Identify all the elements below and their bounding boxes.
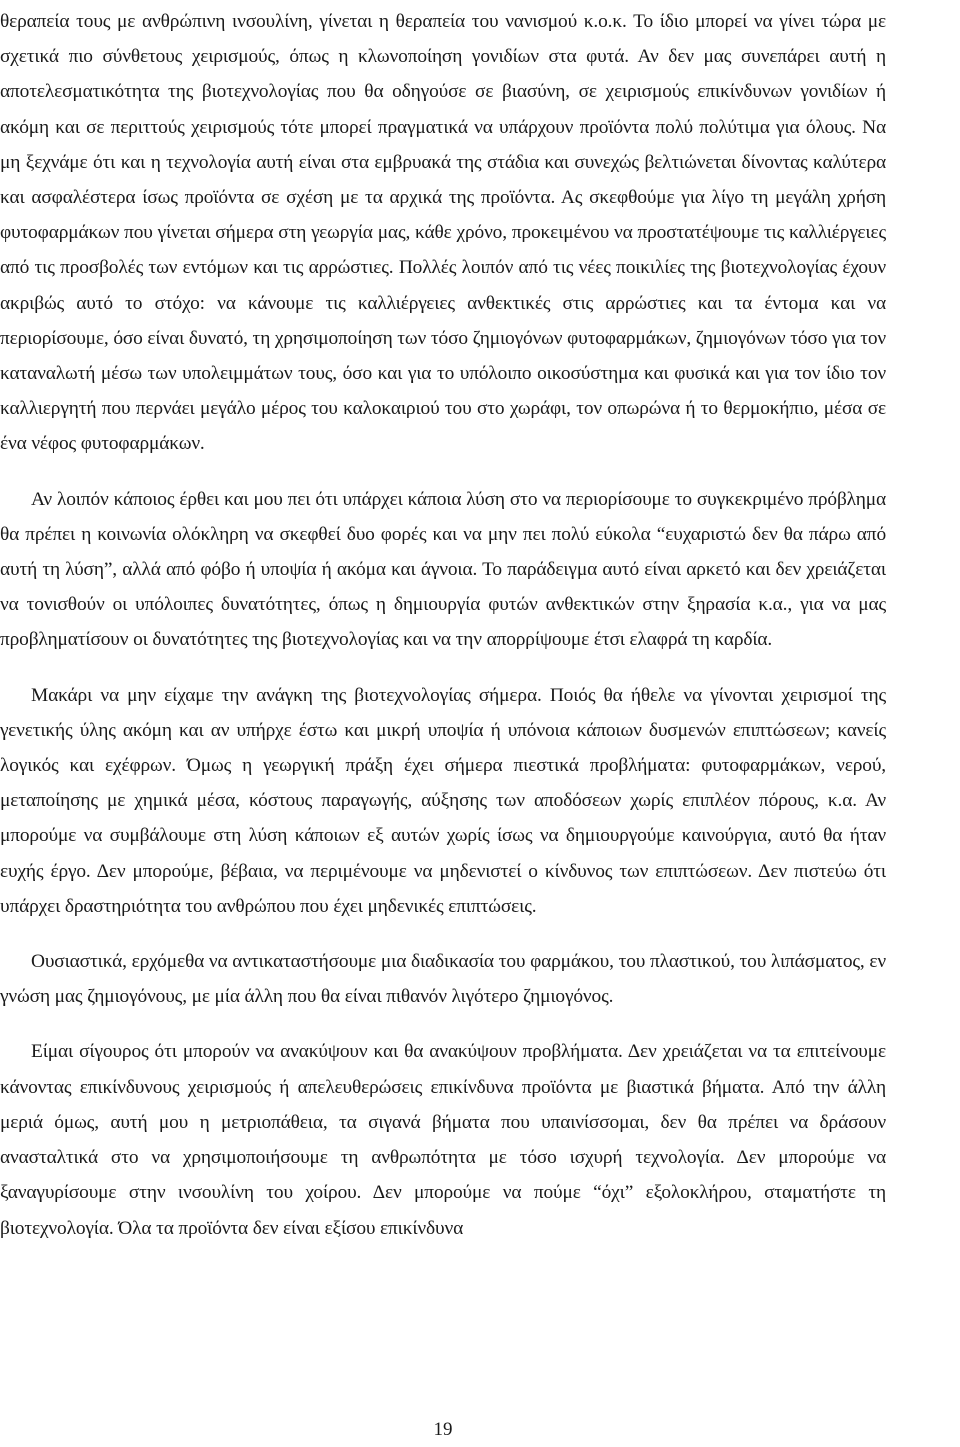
paragraph-3: Μακάρι να μην είχαμε την ανάγκη της βιοτεχνολογίας σήμερα. Ποιός θα ήθελε να γίνονται χειρισμοί της γενετικής ύλης ακόμη και αν υπήρχε έστω και μικρή υποψία ή υπόνοια κάποιων δυσμενών επιπτώσεων; κανείς λογικός και εχέφρων. Όμως η γεωργική πράξη έχει σήμερα πιεστικά προβλήματα: φυτοφαρμάκων, νερού, μεταποίησης με χημικά μέσα, κόστους παραγωγής, αύξησης των αποδόσεων χωρίς επιπλέον πόρους, κ.α. Αν μπορούμε να συμβάλουμε στη λύση κάποιων εξ αυτών χωρίς ίσως να δημιουργούμε καινούργια, αυτό θα ήταν ευχής έργο. Δεν μπορούμε, βέβαια, να περιμένουμε να μηδενιστεί ο κίνδυνος των επιπτώσεων. Δεν πιστεύω ότι υπάρχει δραστηριότητα του ανθρώπου που έχει μηδενικές επιπτώσεις. — [0, 684, 886, 917]
paragraph-2: Αν λοιπόν κάποιος έρθει και μου πει ότι υπάρχει κάποια λύση στο να περιορίσουμε το συγκεκριμένο πρόβλημα θα πρέπει η κοινωνία ολόκληρη να σκεφθεί δυο φορές και να μην πει πολύ εύκολα “ευχαριστώ δεν θα πάρω από αυτή τη λύση”, αλλά από φόβο ή υποψία ή ακόμα και άγνοια. Το παράδειγμα αυτό είναι αρκετό και δεν χρειάζεται να τονισθούν οι υπόλοιπες δυνατότητες, όπως η δημιουργία φυτών ανθεκτικών στην ξηρασία κ.α., για να μας προβληματίσουν οι δυνατότητες της βιοτεχνολογίας και να την απορρίψουμε έτσι ελαφρά τη καρδία. — [0, 488, 886, 651]
body-text — [0, 4, 886, 1266]
paragraph-4: Ουσιαστικά, ερχόμεθα να αντικαταστήσουμε μια διαδικασία του φαρμάκου, του πλαστικού, του λιπάσματος, εν γνώση μας ζημιογόνους, με μία άλλη που θα είναι πιθανόν λιγότερο ζημιογόνος. — [0, 951, 886, 1008]
page-number: 19 — [433, 1419, 453, 1440]
paragraph-1: θεραπεία τους με ανθρώπινη ινσουλίνη, γίνεται η θεραπεία του νανισμού κ.ο.κ. Το ίδιο μπορεί να γίνει τώρα με σχετικά πιο σύνθετους χειρισμούς, όπως η κλωνοποίηση γονιδίων στα φυτά. Αν δεν μας συνεπάρει αυτή η αποτελεσματικότητα της βιοτεχνολογίας που θα οδηγούσε σε βιασύνη, σε χειρισμούς επικίνδυνων γονιδίων ή ακόμη και σε περιττούς χειρισμούς τότε μπορεί πραγματικά να υπάρχουν προϊόντα πολύ πολύτιμα για όλους. Να μη ξεχνάμε ότι και η τεχνολογία αυτή είναι στα εμβρυακά της στάδια και συνεχώς βελτιώνεται δίνοντας καλύτερα και ασφαλέστερα ίσως προϊόντα σε σχέση με τα αρχικά της προϊόντα. Ας σκεφθούμε για λίγο τη μεγάλη χρήση φυτοφαρμάκων που γίνεται σήμερα στη γεωργία μας, κάθε χρόνο, προκειμένου να προστατέψουμε τις καλλιέργειες από τις προσβολές των εντόμων και τις αρρώστιες. Πολλές λοιπόν από τις νέες ποικιλίες της βιοτεχνολογίας έχουν ακριβώς αυτό το στόχο: να κάνουμε τις καλλιέργειες ανθεκτικές στις αρρώστιες και τα έντομα και να περιορίσουμε, όσο είναι δυνατό, τη χρησιμοποίηση των τόσο ζημιογόνων φυτοφαρμάκων, ζημιογόνων τόσο για τον καταναλωτή μέσω των υπολειμμάτων τους, όσο και για το υπόλοιπο οικοσύστημα και φυσικά και για τον ίδιο τον καλλιεργητή που περνάει μεγάλο μέρος του καλοκαιριού του στο χωράφι, τον οπωρώνα ή το θερμοκήπιο, μέσα σε ένα νέφος φυτοφαρμάκων. — [0, 11, 886, 455]
paragraph-5: Είμαι σίγουρος ότι μπορούν να ανακύψουν και θα ανακύψουν προβλήματα. Δεν χρειάζεται να τα επιτείνουμε κάνοντας επικίνδυνους χειρισμούς ή απελευθερώσεις επικίνδυνα προϊόντα με βιαστικά βήματα. Από την άλλη μεριά όμως, αυτή μου η μετριοπάθεια, τα σιγανά βήματα που υπαινίσσομαι, δεν θα πρέπει να δράσουν ανασταλτικά στο να χρησιμοποιήσουμε τη ανθρωπότητα με τόσο ισχυρή τεχνολογία. Δεν μπορούμε να ξαναγυρίσουμε στην ινσουλίνη του χοίρου. Δεν μπορούμε να πούμε “όχι” εξολοκλήρου, σταματήστε τη βιοτεχνολογία. Όλα τα προϊόντα δεν είναι εξίσου επικίνδυνα — [0, 1041, 886, 1239]
